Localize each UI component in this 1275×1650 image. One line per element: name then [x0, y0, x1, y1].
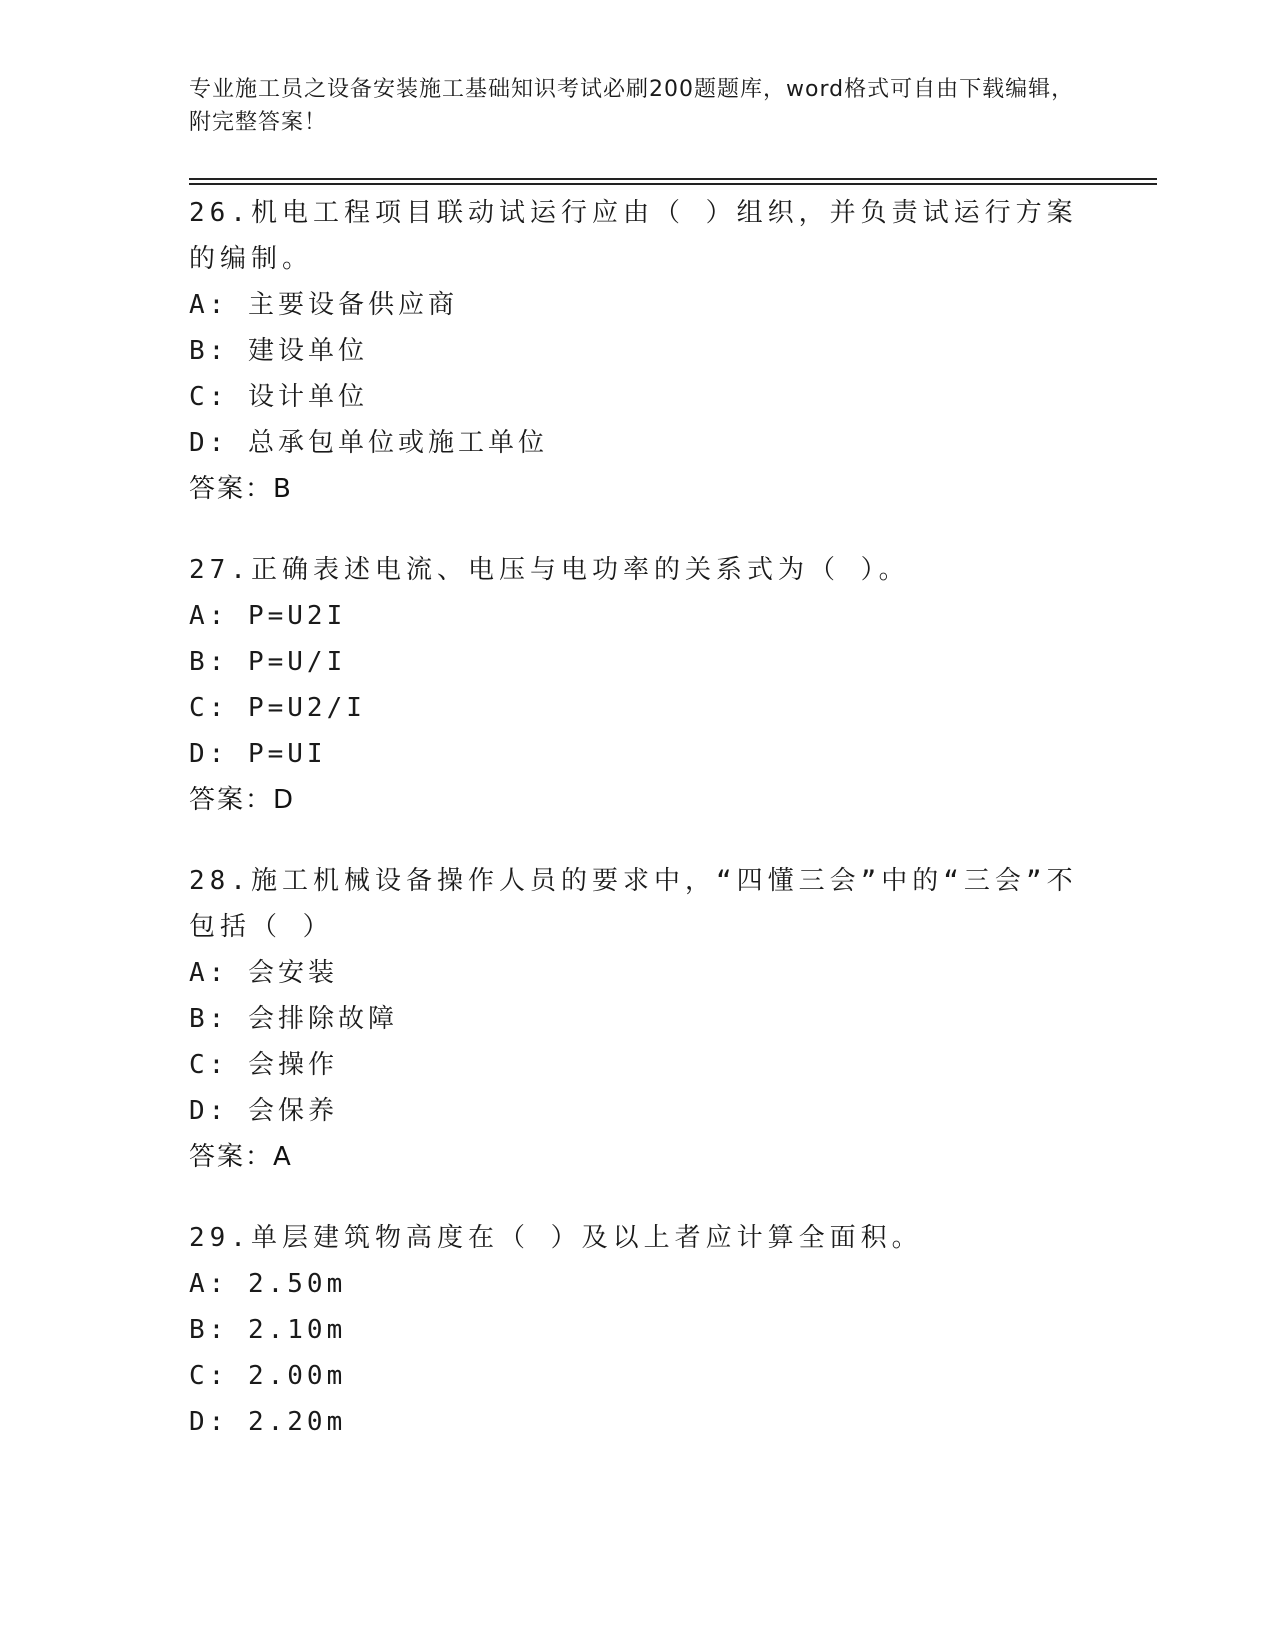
question-text: 28.施工机械设备操作人员的要求中，“四懂三会”中的“三会”不包括（ ）: [189, 866, 1078, 942]
option-d: D: 会保养: [189, 1096, 338, 1126]
option-c: C: 2.00m: [189, 1361, 347, 1391]
option-c: C: 会操作: [189, 1050, 338, 1080]
option-a: A: 2.50m: [189, 1269, 347, 1299]
option-b: B: 建设单位: [189, 336, 368, 366]
option-d: D: 总承包单位或施工单位: [189, 428, 548, 458]
question-29: [189, 1215, 1089, 1445]
answer: 答案：D: [189, 785, 296, 815]
option-c: C: P=U2/I: [189, 693, 366, 723]
option-a: A: 会安装: [189, 958, 338, 988]
question-28: [189, 858, 1089, 1180]
question-list: [189, 190, 1089, 1480]
option-d: D: P=UI: [189, 739, 327, 769]
option-c: C: 设计单位: [189, 382, 368, 412]
question-text: 27.正确表述电流、电压与电功率的关系式为（ ）。: [189, 555, 910, 585]
answer: 答案：A: [189, 1142, 293, 1172]
option-a: A: P=U2I: [189, 601, 347, 631]
option-d: D: 2.20m: [189, 1407, 347, 1437]
option-b: B: 2.10m: [189, 1315, 347, 1345]
answer: 答案：B: [189, 474, 293, 504]
header-divider-top: [189, 178, 1157, 180]
document-header: 专业施工员之设备安装施工基础知识考试必刷200题题库，word格式可自由下载编辑，附完整答案！: [189, 77, 1075, 135]
option-a: A: 主要设备供应商: [189, 290, 458, 320]
question-27: [189, 547, 1089, 823]
option-b: B: P=U/I: [189, 647, 347, 677]
header-divider-bottom: [189, 183, 1157, 185]
question-26: [189, 190, 1089, 512]
question-text: 29.单层建筑物高度在（ ）及以上者应计算全面积。: [189, 1223, 923, 1253]
option-b: B: 会排除故障: [189, 1004, 398, 1034]
question-text: 26.机电工程项目联动试运行应由（ ）组织，并负责试运行方案的编制。: [189, 198, 1078, 274]
